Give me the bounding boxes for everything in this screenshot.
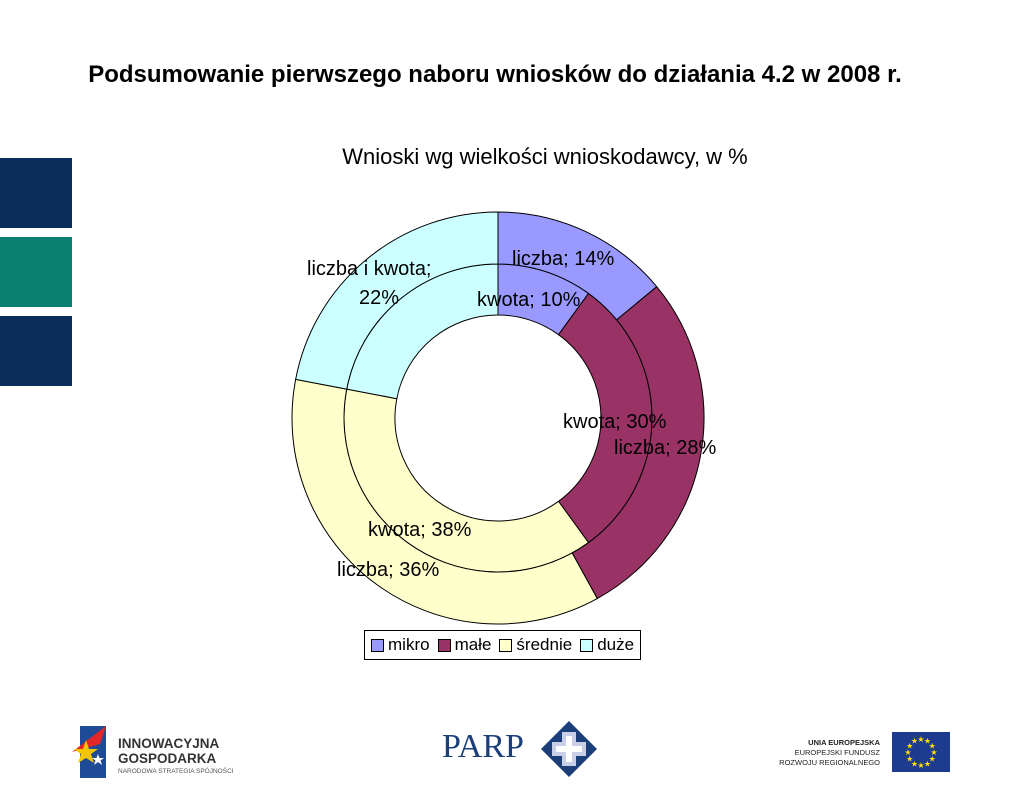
- eu-star-icon: ★: [923, 759, 932, 769]
- innowacyjna-line1: INNOWACYJNA: [118, 736, 220, 751]
- slide-title: Podsumowanie pierwszego naboru wniosków do działania 4.2 w 2008 r.: [88, 61, 902, 88]
- chart-legend: [364, 630, 641, 660]
- legend-swatch-srednie: [499, 639, 512, 652]
- parp-diamond-icon: [540, 720, 598, 778]
- eu-star-icon: ★: [923, 736, 932, 746]
- eu-star-icon: ★: [917, 735, 925, 744]
- data-label-mikro-kwota: kwota; 10%: [477, 289, 581, 311]
- eu-star-icon: ★: [910, 736, 919, 746]
- innowacyjna-tagline: NARODOWA STRATEGIA SPÓJNOŚCI: [118, 768, 234, 775]
- legend-item-male: [438, 635, 492, 655]
- data-label-mikro-liczba: liczba; 14%: [512, 248, 615, 270]
- parp-wordmark: PARP: [442, 728, 524, 765]
- data-label-duze-line2: 22%: [359, 287, 400, 309]
- legend-swatch-male: [438, 639, 451, 652]
- slice-outer-srednie: [292, 379, 597, 624]
- legend-item-duze: [580, 635, 634, 655]
- legend-swatch-duze: [580, 639, 593, 652]
- ue-line1: UNIA EUROPEJSKA: [808, 738, 880, 747]
- data-label-male-liczba: liczba; 28%: [614, 437, 717, 459]
- eu-star-icon: ★: [906, 741, 914, 751]
- eu-star-icon: ★: [906, 754, 914, 764]
- data-label-srednie-kwota: kwota; 38%: [368, 519, 472, 541]
- legend-label-male: małe: [454, 635, 492, 654]
- legend-label-mikro: mikro: [388, 635, 430, 654]
- innowacyjna-star-icon: [70, 724, 114, 780]
- eu-star-icon: ★: [917, 761, 925, 770]
- ue-line3: ROZWOJU REGIONALNEGO: [779, 758, 880, 767]
- eu-star-icon: ★: [930, 748, 938, 757]
- legend-swatch-mikro: [371, 639, 384, 652]
- chart-subtitle: Wnioski wg wielkości wnioskodawcy, w %: [342, 144, 748, 169]
- eu-star-icon: ★: [928, 741, 936, 751]
- legend-label-srednie: średnie: [516, 635, 573, 654]
- innowacyjna-line2: GOSPODARKA: [118, 751, 217, 766]
- innowacyjna-gospodarka-logo: [70, 720, 250, 780]
- eu-star-icon: ★: [910, 759, 919, 769]
- legend-label-duze: duże: [597, 635, 635, 654]
- legend-item-srednie: [499, 635, 572, 655]
- eu-star-icon: ★: [928, 754, 936, 764]
- eu-star-icon: ★: [904, 748, 912, 757]
- data-label-srednie-liczba: liczba; 36%: [337, 559, 440, 581]
- data-label-male-kwota: kwota; 30%: [563, 411, 667, 433]
- eu-flag-icon: [892, 732, 950, 772]
- data-label-duze-line1: liczba i kwota;: [307, 258, 432, 280]
- legend-item-mikro: [371, 635, 430, 655]
- parp-logo: [442, 718, 602, 778]
- eu-fund-logo: [770, 728, 950, 776]
- ue-line2: EUROPEJSKI FUNDUSZ: [794, 748, 880, 757]
